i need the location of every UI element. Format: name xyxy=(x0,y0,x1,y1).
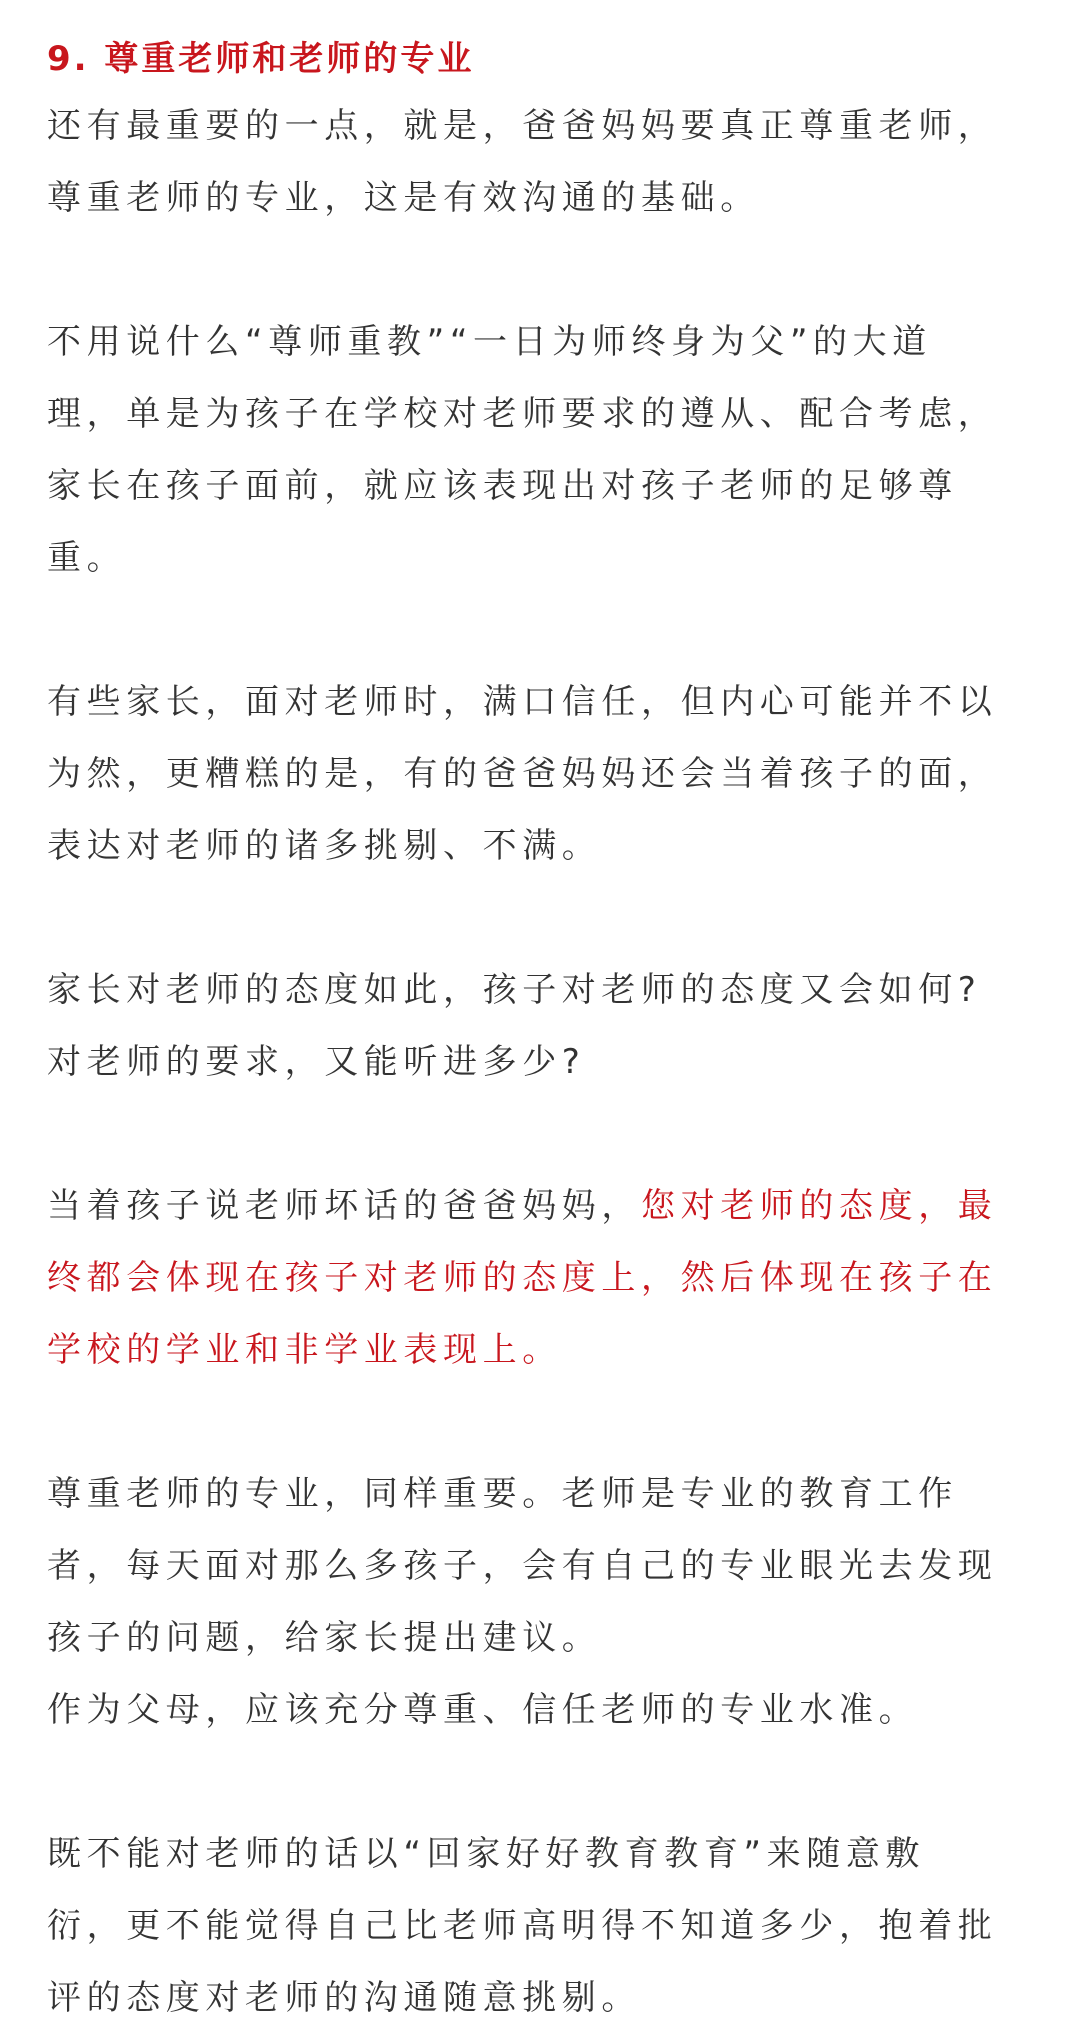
paragraph-spacer xyxy=(47,234,1040,306)
paragraph-3: 有些家长，面对老师时，满口信任，但内心可能并不以 为然，更糟糕的是，有的爸爸妈妈还会当着孩子的面， 表达对老师的诸多挑剔、不满。 xyxy=(47,682,998,866)
paragraph-spacer xyxy=(47,882,1040,954)
section-heading: 9. 尊重老师和老师的专业 xyxy=(47,39,475,79)
highlighted-text: 您对老师的态度，最 终都会体现在孩子对老师的态度上，然后体现在孩子在 学校的学业和非学业表现上。 xyxy=(47,1186,998,1370)
paragraph-spacer xyxy=(47,594,1040,666)
paragraph-7: 既不能对老师的话以“回家好好教育教育”来随意敷 衍，更不能觉得自己比老师高明得不知道多少，抱着批 评的态度对老师的沟通随意挑剔。 xyxy=(47,1834,998,2018)
paragraph-4: 家长对老师的态度如此，孩子对老师的态度又会如何? 对老师的要求，又能听进多少? xyxy=(47,970,982,1082)
paragraph-5-lead: 当着孩子说老师坏话的爸爸妈妈， xyxy=(47,1186,641,1226)
paragraph-1: 还有最重要的一点，就是，爸爸妈妈要真正尊重老师， 尊重老师的专业，这是有效沟通的基础。 xyxy=(47,106,998,218)
paragraph-spacer xyxy=(47,1746,1040,1818)
paragraph-spacer xyxy=(47,1386,1040,1458)
paragraph-5 xyxy=(47,1170,1040,1386)
paragraph-spacer xyxy=(47,1098,1040,1170)
paragraph-2: 不用说什么“尊师重教”“一日为师终身为父”的大道 理，单是为孩子在学校对老师要求的遵从、配合考虑， 家长在孩子面前，就应该表现出对孩子老师的足够尊 重。 xyxy=(47,322,998,578)
paragraph-6: 尊重老师的专业，同样重要。老师是专业的教育工作 者，每天面对那么多孩子，会有自己的专业眼光去发现 孩子的问题，给家长提出建议。 作为父母，应该充分尊重、信任老师的专业水准。 xyxy=(47,1474,998,1730)
